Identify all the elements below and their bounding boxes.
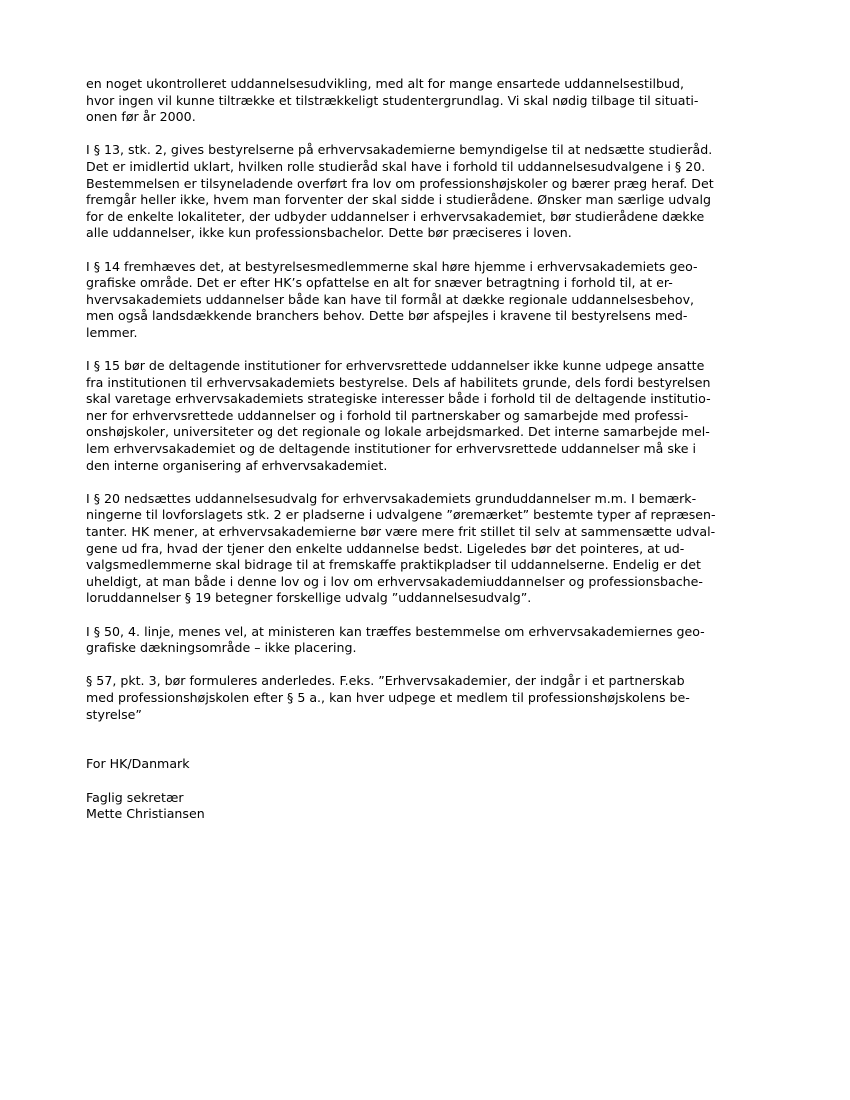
paragraph-section-14 <box>86 259 766 342</box>
paragraph-section-13 <box>86 142 766 242</box>
text-line: tanter. HK mener, at erhvervsakademierne bør være mere frit stillet til selv at sammensætte udval- <box>86 524 716 540</box>
text-line: gene ud fra, hvad der tjener den enkelte uddannelse bedst. Ligeledes bør det pointeres, at ud- <box>86 540 685 556</box>
signature-title: Faglig sekretær <box>86 789 184 805</box>
document-body <box>86 76 766 839</box>
text-line: I § 15 bør de deltagende institutioner for erhvervsrettede uddannelser ikke kunne udpege ansatte <box>86 358 705 374</box>
signature-name: Mette Christiansen <box>86 806 205 822</box>
text-line: fremgår heller ikke, hvem man forventer der skal sidde i studierådene. Ønsker man særlige udvalg <box>86 192 711 208</box>
text-line: ner for erhvervsrettede uddannelser og i forhold til partnerskaber og samarbejde med professi- <box>86 407 689 423</box>
text-line: grafiske område. Det er efter HK’s opfattelse en alt for snæver betragtning i forhold til, at er- <box>86 275 673 291</box>
signature-block <box>86 790 766 823</box>
text-line: § 57, pkt. 3, bør formuleres anderledes. F.eks. ”Erhvervsakademier, der indgår i et partnerskab <box>86 673 685 689</box>
text-line: I § 50, 4. linje, menes vel, at ministeren kan træffes bestemmelse om erhvervsakademiernes geo- <box>86 623 705 639</box>
text-line: I § 14 fremhæves det, at bestyrelsesmedlemmerne skal høre hjemme i erhvervsakademiets geo- <box>86 258 698 274</box>
text-line: skal varetage erhvervsakademiets strategiske interesser både i forhold til de deltagende institutio- <box>86 391 711 407</box>
blank-spacer <box>86 740 766 757</box>
text-line: I § 20 nedsættes uddannelsesudvalg for erhvervsakademiets grunduddannelser m.m. I bemærk- <box>86 490 697 506</box>
paragraph-intro-continuation <box>86 76 766 126</box>
text-line: I § 13, stk. 2, gives bestyrelserne på erhvervsakademierne bemyndigelse til at nedsætte studieråd. <box>86 142 713 158</box>
text-line: onen før år 2000. <box>86 109 196 125</box>
text-line: onshøjskoler, universiteter og det regionale og lokale arbejdsmarked. Det interne samarbejde mel- <box>86 424 710 440</box>
text-line: uheldigt, at man både i denne lov og i lov om erhvervsakademiuddannelser og professionsbache- <box>86 573 703 589</box>
text-line: Bestemmelsen er tilsyneladende overført fra lov om professionshøjskoler og bærer præg heraf. Det <box>86 175 714 191</box>
text-line: men også landsdækkende branchers behov. Dette bør afspejles i kravene til bestyrelsens med- <box>86 308 688 324</box>
paragraph-section-20 <box>86 491 766 607</box>
text-line: lemmer. <box>86 324 138 340</box>
text-line: for de enkelte lokaliteter, der udbyder uddannelser i erhvervsakademiet, bør studierådene dække <box>86 208 705 224</box>
paragraph-section-15 <box>86 358 766 474</box>
text-line: hvor ingen vil kunne tiltrække et tilstrækkeligt studentergrundlag. Vi skal nødig tilbage til situati- <box>86 92 699 108</box>
text-line: styrelse” <box>86 706 142 722</box>
text-line: hvervsakademiets uddannelser både kan have til formål at dække regionale uddannelsesbehov, <box>86 291 695 307</box>
text-line: en noget ukontrolleret uddannelsesudvikling, med alt for mange ensartede uddannelsestilbud, <box>86 76 684 91</box>
text-line: lem erhvervsakademiet og de deltagende institutioner for erhvervsrettede uddannelser må ske i <box>86 441 697 457</box>
text-line: fra institutionen til erhvervsakademiets bestyrelse. Dels af habilitets grunde, dels fordi bestyrelsen <box>86 374 711 390</box>
text-line: alle uddannelser, ikke kun professionsbachelor. Dette bør præciseres i loven. <box>86 225 572 241</box>
closing-line <box>86 756 766 773</box>
text-line: valgsmedlemmerne skal bidrage til at fremskaffe praktikpladser til uddannelserne. Endelig er det <box>86 557 701 573</box>
closing-text: For HK/Danmark <box>86 756 190 772</box>
paragraph-section-57 <box>86 673 766 723</box>
text-line: ningerne til lovforslagets stk. 2 er pladserne i udvalgene ”øremærket” bestemte typer af repræsen- <box>86 507 716 523</box>
text-line: grafiske dækningsområde – ikke placering. <box>86 640 357 656</box>
text-line: loruddannelser § 19 betegner forskellige udvalg ”uddannelsesudvalg”. <box>86 590 532 606</box>
text-line: Det er imidlertid uklart, hvilken rolle studieråd skal have i forhold til uddannelsesudvalgene i § 20. <box>86 158 706 174</box>
text-line: den interne organisering af erhvervsakademiet. <box>86 457 388 473</box>
text-line: med professionshøjskolen efter § 5 a., kan hver udpege et medlem til professionshøjskolens be- <box>86 689 690 705</box>
paragraph-section-50 <box>86 624 766 657</box>
